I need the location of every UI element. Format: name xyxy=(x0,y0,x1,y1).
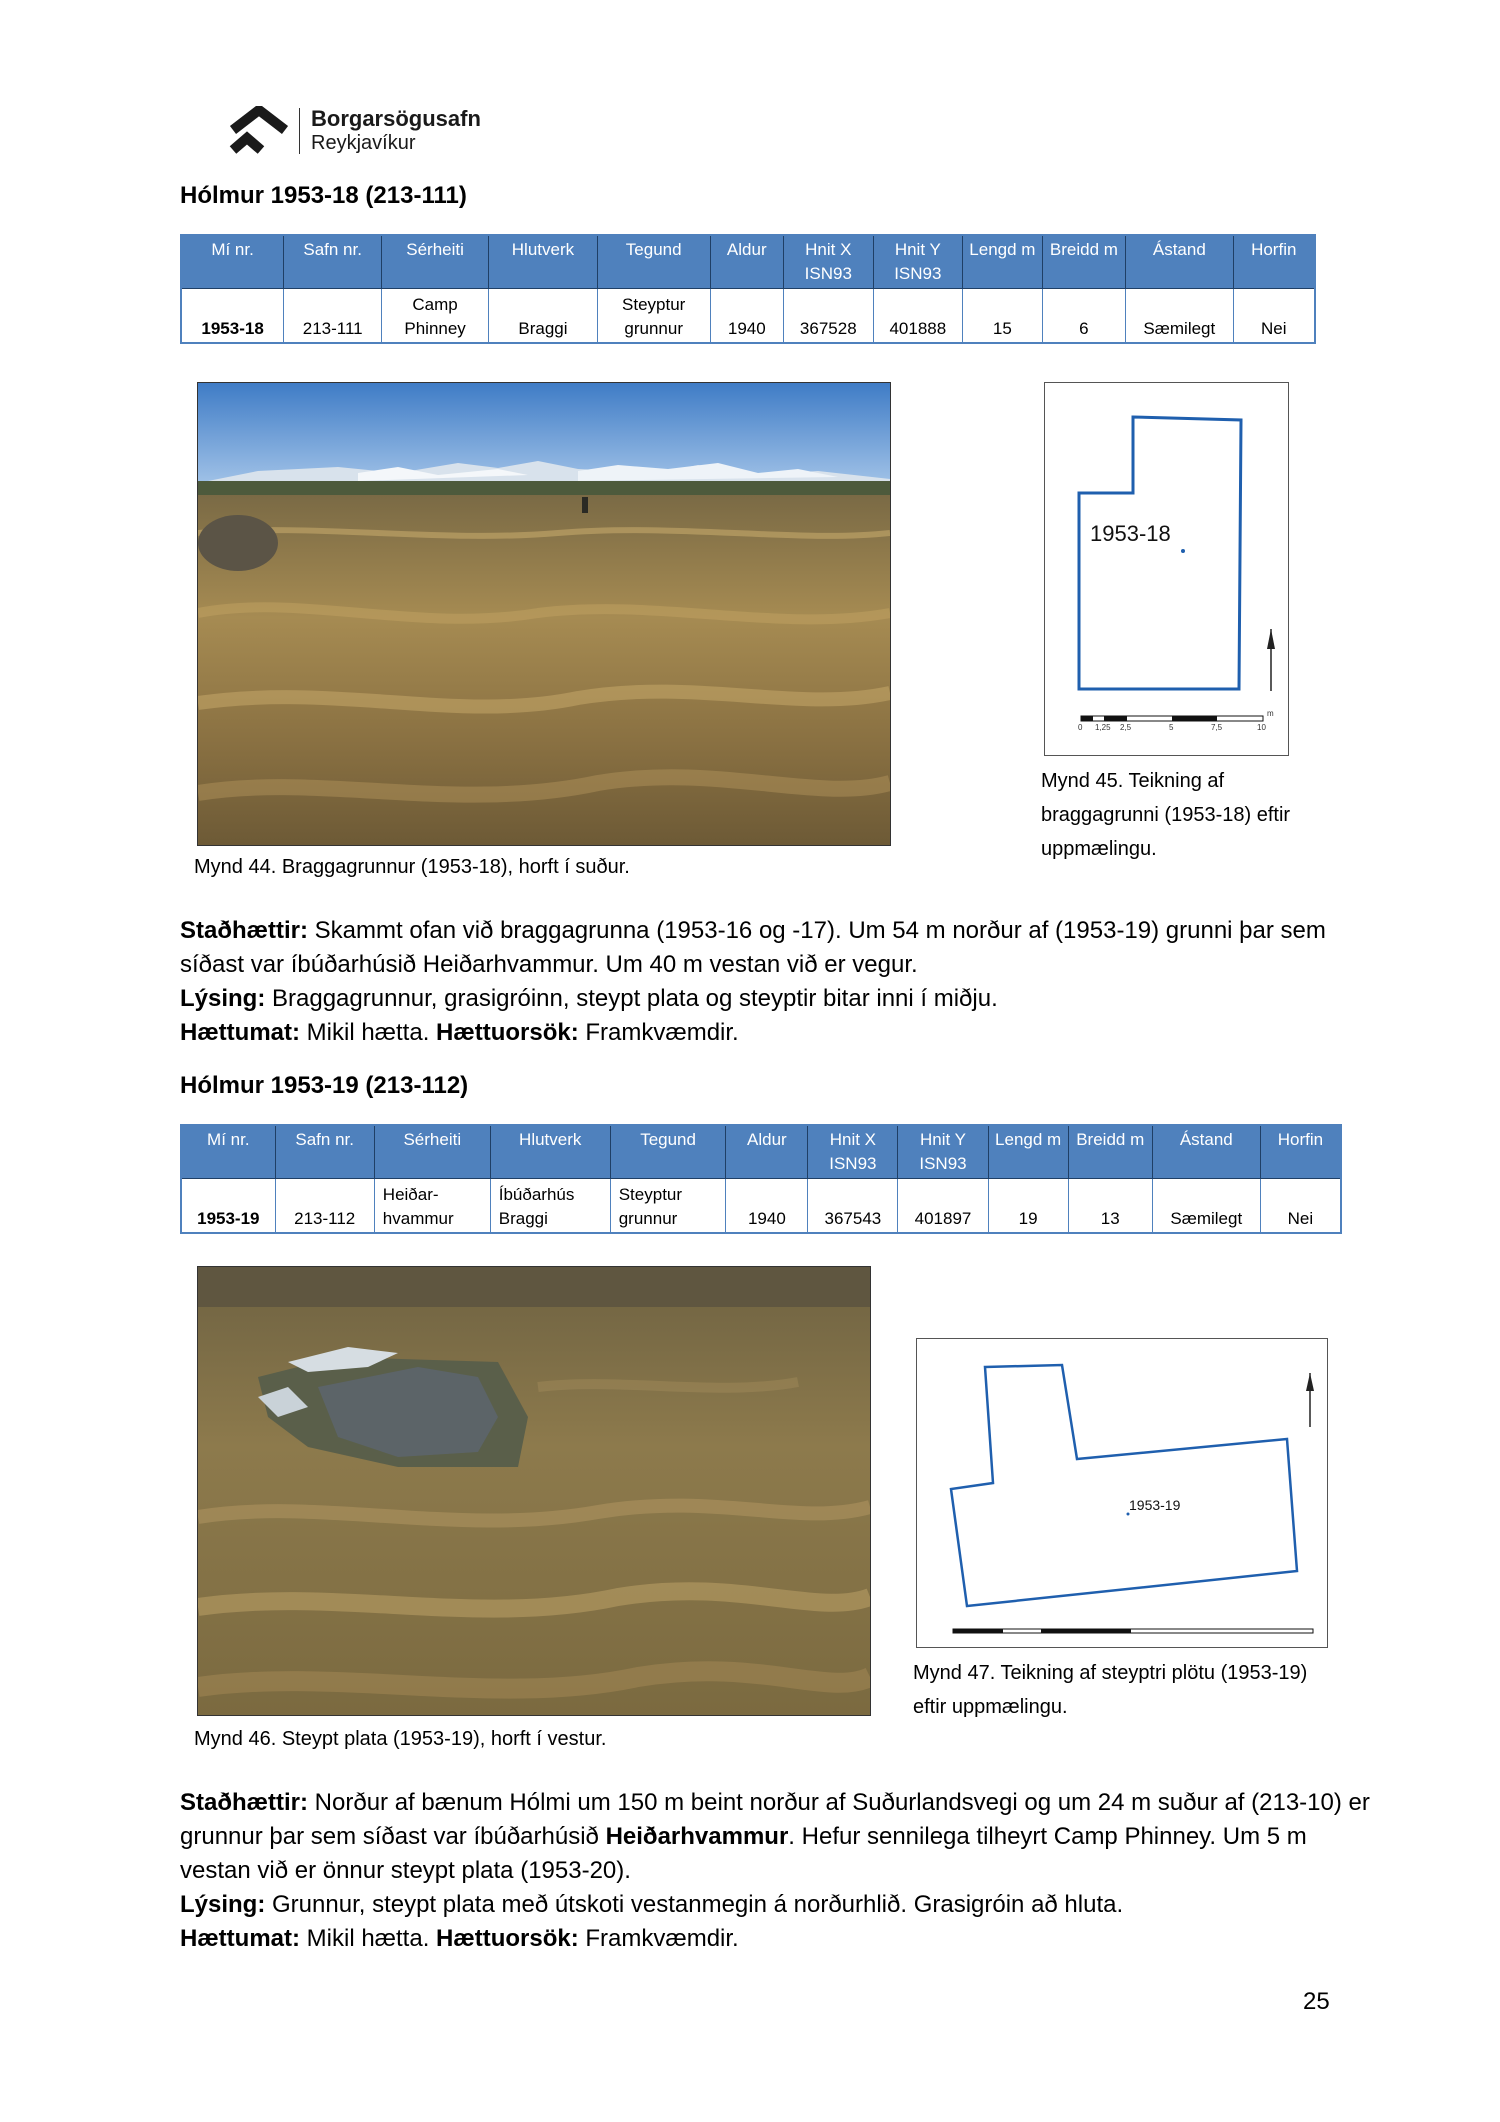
scale-unit: m xyxy=(1267,709,1274,718)
table-header-row xyxy=(181,235,1315,289)
landscape-photo-slab xyxy=(198,1267,870,1715)
stadhaettir-text: Skammt ofan við braggagrunna (1953-16 og -17). Um 54 m norður af (1953-19) grunni þar sem síðast var íbúðarhúsið Heiðarhvammur. Um 40 m vestan við er vegur. xyxy=(180,917,1326,978)
haettumat-label: Hættumat: xyxy=(180,1019,300,1046)
col-header: Lengd m xyxy=(988,1125,1068,1179)
photo-bragg-foundation-1953-18 xyxy=(197,382,891,846)
lysing-label: Lýsing: xyxy=(180,1891,266,1918)
section1-text xyxy=(180,914,1370,1050)
drawing-caption-mynd-47: Mynd 47. Teikning af steyptri plötu (1953-19) eftir uppmælingu. xyxy=(913,1662,1308,1718)
museum-logo xyxy=(229,104,509,160)
col-header: Lengd m xyxy=(963,235,1043,289)
cell-aldur: 1940 xyxy=(710,289,783,343)
haettumat-label: Hættumat: xyxy=(180,1925,300,1952)
cell-aldur: 1940 xyxy=(726,1179,808,1233)
drawing-label: 1953-18 xyxy=(1090,521,1171,546)
logo-separator xyxy=(299,108,300,154)
site-drawing-1953-18 xyxy=(1044,382,1289,756)
col-header: Horfin xyxy=(1260,1125,1341,1179)
scale-7-5: 7,5 xyxy=(1211,723,1223,732)
cell-breidd: 6 xyxy=(1042,289,1125,343)
col-header: Mí nr. xyxy=(181,1125,275,1179)
lysing-label: Lýsing: xyxy=(180,985,266,1012)
col-header: Ástand xyxy=(1126,235,1233,289)
col-header: Hnit X ISN93 xyxy=(808,1125,898,1179)
photo-concrete-slab-1953-19 xyxy=(197,1266,871,1716)
table-header-row xyxy=(181,1125,1341,1179)
cell-mi-nr: 1953-18 xyxy=(181,289,284,343)
cell-lengd: 15 xyxy=(963,289,1043,343)
table-row xyxy=(181,289,1315,343)
lysing-text: Grunnur, steypt plata með útskoti vestanmegin á norðurhlið. Grasigróin að hluta. xyxy=(265,1891,1124,1918)
lysing-text: Braggagrunnur, grasigróinn, steypt plata og steyptir bitar inni í miðju. xyxy=(265,985,998,1012)
stadhaettir-label: Staðhættir: xyxy=(180,1789,308,1816)
drawing-label: 1953-19 xyxy=(1129,1497,1181,1513)
stadhaettir-paragraph xyxy=(180,914,1370,982)
col-header: Hlutverk xyxy=(489,235,598,289)
col-header: Mí nr. xyxy=(181,235,284,289)
logo-city: Reykjavíkur xyxy=(311,132,416,154)
stadhaettir-label: Staðhættir: xyxy=(180,917,308,944)
haettumat-paragraph xyxy=(180,1922,1370,1956)
col-header: Ástand xyxy=(1152,1125,1260,1179)
haettuorsok-text: Framkvæmdir. xyxy=(578,1925,739,1952)
col-header: Hnit X ISN93 xyxy=(784,235,874,289)
col-header: Breidd m xyxy=(1068,1125,1152,1179)
col-header: Aldur xyxy=(726,1125,808,1179)
col-header: Horfin xyxy=(1233,235,1315,289)
photo-caption-mynd-46: Mynd 46. Steypt plata (1953-19), horft í vestur. xyxy=(194,1728,607,1750)
cell-horfin: Nei xyxy=(1233,289,1315,343)
cell-tegund: Steyptur grunnur xyxy=(597,289,710,343)
cell-breidd: 13 xyxy=(1068,1179,1152,1233)
floor-plan-outline xyxy=(917,1339,1327,1647)
stadhaettir-text-b: . Hefur sennilega tilheyrt Camp Phinney. Um 5 m vestan við er önnur steypt plata (1953-20). xyxy=(180,1823,1307,1884)
cell-horfin: Nei xyxy=(1260,1179,1341,1233)
col-header: Hnit Y ISN93 xyxy=(898,1125,988,1179)
table-row xyxy=(181,1179,1341,1233)
landscape-photo-grass xyxy=(198,383,890,845)
cell-mi-nr: 1953-19 xyxy=(181,1179,275,1233)
page-number: 25 xyxy=(1303,1988,1330,2015)
col-header: Hnit Y ISN93 xyxy=(873,235,963,289)
haettumat-text: Mikil hætta. xyxy=(300,1019,437,1046)
place-name-heidarhvammur: Heiðarhvammur xyxy=(605,1823,789,1850)
lysing-paragraph xyxy=(180,982,1370,1016)
haettumat-text: Mikil hætta. xyxy=(300,1925,437,1952)
logo-mark-icon xyxy=(229,106,291,154)
col-header: Safn nr. xyxy=(275,1125,374,1179)
drawing-caption-mynd-45: Mynd 45. Teikning af braggagrunni (1953-18) eftir uppmælingu. xyxy=(1041,770,1291,860)
stadhaettir-text-a: Norður af bænum Hólmi um 150 m beint norður af Suðurlandsvegi og um 24 m suður af (213-10) er grunnur þar sem síðast var íbúðarhúsið xyxy=(180,1789,1370,1850)
scale-1-25: 1,25 xyxy=(1095,723,1111,732)
cell-hlutverk: Braggi xyxy=(489,289,598,343)
col-header: Safn nr. xyxy=(284,235,382,289)
scale-0: 0 xyxy=(1078,723,1083,732)
cell-safn-nr: 213-112 xyxy=(275,1179,374,1233)
col-header: Tegund xyxy=(610,1125,726,1179)
scale-2-5: 2,5 xyxy=(1120,723,1132,732)
photo-caption-mynd-44: Mynd 44. Braggagrunnur (1953-18), horft í suður. xyxy=(194,856,630,878)
haettumat-paragraph xyxy=(180,1016,1370,1050)
stadhaettir-paragraph xyxy=(180,1786,1370,1888)
cell-hnit-y: 401888 xyxy=(873,289,963,343)
cell-safn-nr: 213-111 xyxy=(284,289,382,343)
col-header: Hlutverk xyxy=(490,1125,610,1179)
col-header: Breidd m xyxy=(1042,235,1125,289)
cell-hnit-x: 367543 xyxy=(808,1179,898,1233)
cell-serheiti: Heiðar-hvammur xyxy=(374,1179,490,1233)
section2-text xyxy=(180,1786,1370,1956)
col-header: Sérheiti xyxy=(374,1125,490,1179)
haettuorsok-label: Hættuorsök: xyxy=(436,1925,579,1952)
haettuorsok-text: Framkvæmdir. xyxy=(578,1019,739,1046)
cell-tegund: Steyptur grunnur xyxy=(610,1179,726,1233)
col-header: Tegund xyxy=(597,235,710,289)
section-heading-1953-19: Hólmur 1953-19 (213-112) xyxy=(180,1072,469,1099)
cell-lengd: 19 xyxy=(988,1179,1068,1233)
site-table-1953-18 xyxy=(180,234,1316,344)
scale-10: 10 xyxy=(1257,723,1266,732)
cell-hnit-x: 367528 xyxy=(784,289,874,343)
site-drawing-1953-19 xyxy=(916,1338,1328,1648)
site-table-1953-19 xyxy=(180,1124,1342,1234)
cell-hnit-y: 401897 xyxy=(898,1179,988,1233)
haettuorsok-label: Hættuorsök: xyxy=(436,1019,579,1046)
cell-astand: Sæmilegt xyxy=(1126,289,1233,343)
section-heading-1953-18: Hólmur 1953-18 (213-111) xyxy=(180,182,467,209)
lysing-paragraph xyxy=(180,1888,1370,1922)
col-header: Aldur xyxy=(710,235,783,289)
cell-astand: Sæmilegt xyxy=(1152,1179,1260,1233)
col-header: Sérheiti xyxy=(382,235,489,289)
cell-hlutverk: Íbúðarhús Braggi xyxy=(490,1179,610,1233)
cell-serheiti: Camp Phinney xyxy=(382,289,489,343)
scale-5: 5 xyxy=(1169,723,1174,732)
logo-name: Borgarsögusafn xyxy=(311,106,481,131)
floor-plan-outline xyxy=(1045,383,1288,755)
